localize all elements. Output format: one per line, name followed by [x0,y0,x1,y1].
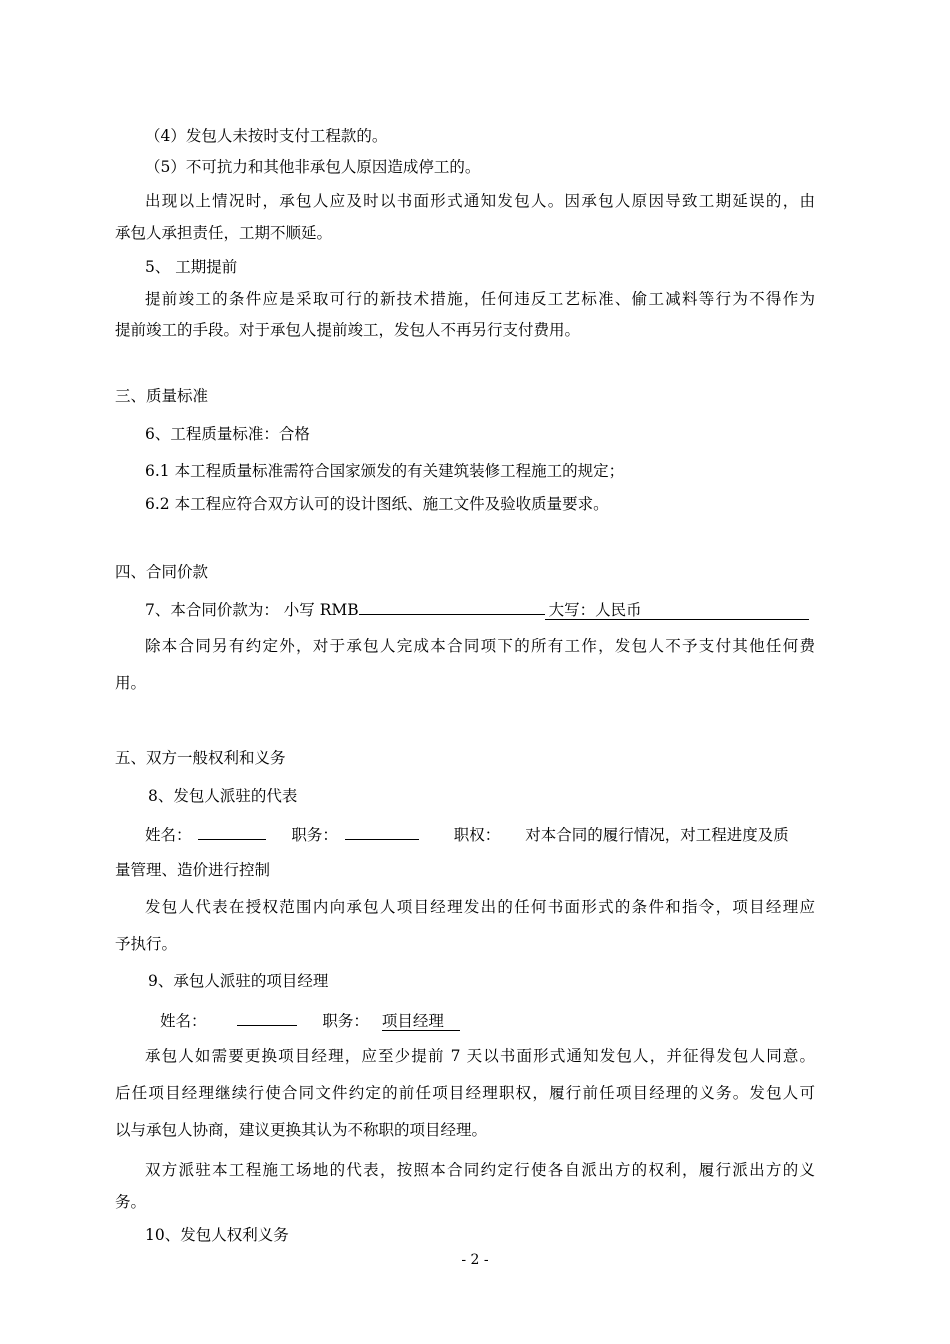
authority-text: 对本合同的履行情况，对工程进度及质 [525,826,789,844]
clause-6-1: 6.1 本工程质量标准需符合国家颁发的有关建筑装修工程施工的规定； [145,462,625,480]
page-number: - 2 - [461,1252,489,1268]
clause-6: 6、工程质量标准：合格 [145,425,310,443]
clause-5-heading: 5、 工期提前 [145,258,238,276]
position-label: 职务： [291,826,338,844]
pm-name-label: 姓名： [160,1012,207,1030]
authority-text-cont: 量管理、造价进行控制 [115,861,271,879]
paragraph-pm-replacement-cont2: 以与承包人协商，建议更换其认为不称职的项目经理。 [115,1121,488,1139]
pm-position-value: 项目经理 [382,1013,460,1031]
paragraph-early-completion: 提前竣工的条件应是采取可行的新技术措施，任何违反工艺标准、偷工减料等行为不得作为 [145,290,815,308]
paragraph-rep-instructions-cont: 予执行。 [115,935,178,953]
pm-fields [160,1009,460,1031]
paragraph-pm-replacement: 承包人如需要更换项目经理，应至少提前 7 天以书面形式通知发包人，并征得发包人同意。 [145,1047,815,1065]
rep-name-blank[interactable] [198,823,266,840]
clause-10-heading: 10、发包人权利义务 [145,1226,289,1244]
pm-position-label: 职务： [322,1012,369,1030]
paragraph-no-other-fees: 除本合同另有约定外，对于承包人完成本合同项下的所有工作，发包人不予支付其他任何费 [145,637,815,655]
employer-rep-fields [145,823,789,845]
clause-9: 9、承包人派驻的项目经理 [148,972,329,990]
section-4-heading: 四、合同价款 [115,563,209,581]
paragraph-no-other-fees-cont: 用。 [115,674,147,692]
clause-6-2: 6.2 本工程应符合双方认可的设计图纸、施工文件及验收质量要求。 [145,495,609,513]
paragraph-rep-instructions: 发包人代表在授权范围内向承包人项目经理发出的任何书面形式的条件和指令，项目经理应 [145,898,815,916]
clause-8: 8、发包人派驻的代表 [148,787,298,805]
section-3-heading: 三、质量标准 [115,387,209,405]
paragraph-early-completion-cont: 提前竣工的手段。对于承包人提前竣工，发包人不再另行支付费用。 [115,321,581,339]
pm-name-blank[interactable] [237,1009,297,1026]
name-label: 姓名： [145,826,192,844]
paragraph-site-reps: 双方派驻本工程施工场地的代表，按照本合同约定行使各自派出方的权利，履行派出方的义 [145,1161,815,1179]
section-5-heading: 五、双方一般权利和义务 [115,749,286,767]
paragraph-delay-notice-cont: 承包人承担责任，工期不顺延。 [115,224,333,242]
clause-4-5: （5）不可抗力和其他非承包人原因造成停工的。 [145,158,481,176]
authority-label: 职权： [453,826,501,844]
paragraph-pm-replacement-cont1: 后任项目经理继续行使合同文件约定的前任项目经理职权，履行前任项目经理的义务。发包人可 [115,1084,815,1102]
price-words: 大写：人民币 [545,602,809,620]
clause-7 [145,598,809,620]
paragraph-site-reps-cont: 务。 [115,1193,147,1211]
rep-position-blank[interactable] [345,823,419,840]
price-figure-blank[interactable] [359,598,545,615]
price-label: 7、本合同价款为： 小写 RMB [145,601,359,619]
paragraph-delay-notice: 出现以上情况时，承包人应及时以书面形式通知发包人。因承包人原因导致工期延误的，由 [145,192,815,210]
clause-4-4: （4）发包人未按时支付工程款的。 [145,127,388,145]
